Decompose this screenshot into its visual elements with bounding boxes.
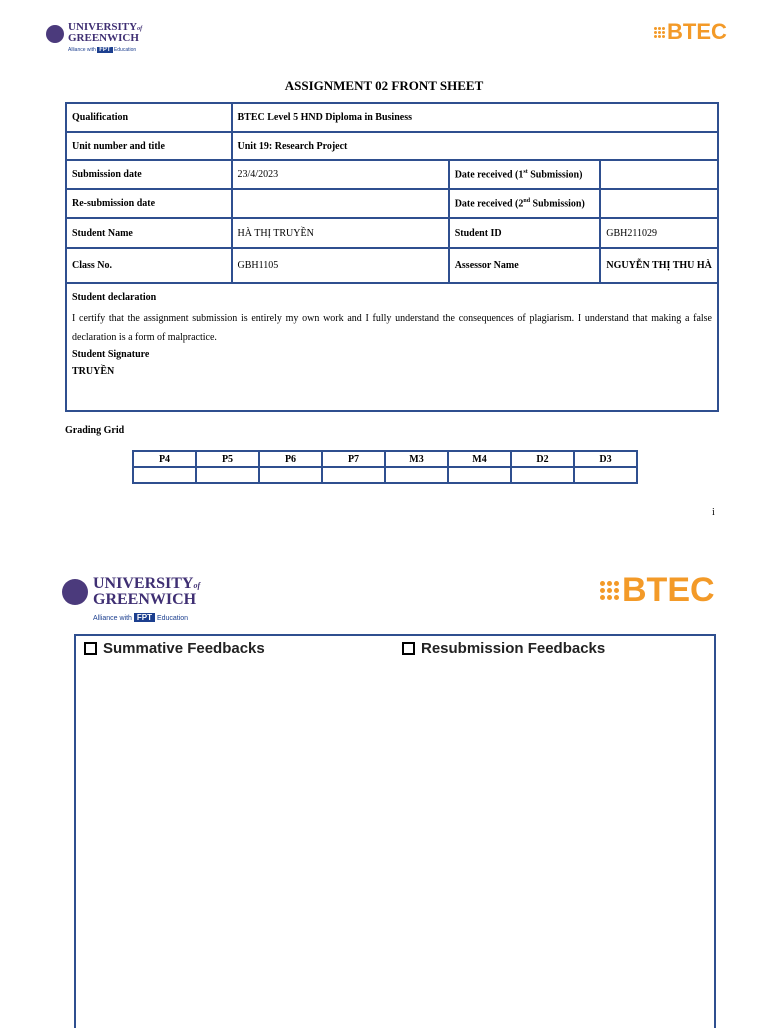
summative-feedbacks-header (84, 640, 265, 657)
student-signature: TRUYỀN (72, 366, 115, 377)
greenwich-word-page2: GREENWICH (93, 591, 197, 608)
btec-dots-icon (654, 27, 665, 38)
greenwich-seal-icon (46, 25, 64, 43)
assessor-name-value: NGUYỄN THỊ THU HÀ (600, 248, 718, 283)
btec-word: BTEC (667, 19, 727, 44)
grading-grid-table (132, 450, 638, 484)
class-row (66, 248, 718, 283)
grade-header-p5: P5 (196, 451, 259, 467)
front-sheet-table (65, 102, 719, 412)
alliance-text: Alliance with (68, 47, 96, 53)
qualification-value: BTEC Level 5 HND Diploma in Business (232, 103, 718, 132)
education-text: Education (113, 47, 137, 53)
summative-checkbox-icon[interactable] (84, 642, 97, 655)
page-number: i (712, 507, 715, 518)
class-no-value: GBH1105 (232, 248, 449, 283)
page-title: ASSIGNMENT 02 FRONT SHEET (284, 78, 484, 93)
grade-cell-d2 (511, 467, 574, 483)
university-word: UNIVERSITY (68, 21, 138, 33)
student-name-label: Student Name (66, 218, 232, 248)
grade-header-p4: P4 (133, 451, 196, 467)
greenwich-word: GREENWICH (68, 32, 139, 44)
qualification-row (66, 103, 718, 132)
resubmission-checkbox-icon[interactable] (402, 642, 415, 655)
signature-label: Student Signature (72, 349, 150, 360)
grade-header-m3: M3 (385, 451, 448, 467)
resubmission-date-label: Re-submission date (66, 189, 232, 218)
date-received-2-label: Date received (2nd Submission) (449, 189, 601, 218)
btec-word-page2: BTEC (622, 571, 715, 609)
resubmission-row (66, 189, 718, 218)
feedback-box (74, 634, 716, 1028)
date-received-1-label: Date received (1st Submission) (449, 160, 601, 189)
declaration-heading: Student declaration (72, 292, 157, 303)
date-received-2-value (600, 189, 718, 218)
grading-grid-label: Grading Grid (65, 425, 125, 436)
assessor-name-label: Assessor Name (449, 248, 601, 283)
submission-row (66, 160, 718, 189)
grade-header-m4: M4 (448, 451, 511, 467)
student-id-value: GBH211029 (600, 218, 718, 248)
btec-logo-page2 (600, 571, 715, 610)
grade-cell-p6 (259, 467, 322, 483)
grading-value-row (133, 467, 637, 483)
grade-cell-p7 (322, 467, 385, 483)
declaration-text: I certify that the assignment submission is entirely my own work and I fully understand the consequences of plagiarism. I understand that making a false declaration is a form of malpractice. (72, 313, 712, 343)
university-of-greenwich-logo-page2 (62, 576, 200, 622)
grade-cell-m3 (385, 467, 448, 483)
grading-header-row (133, 451, 637, 467)
student-row (66, 218, 718, 248)
resubmission-date-value (232, 189, 449, 218)
unit-row (66, 132, 718, 160)
resubmission-feedbacks-label: Resubmission Feedbacks (421, 640, 606, 657)
unit-label: Unit number and title (66, 132, 232, 160)
grade-header-p7: P7 (322, 451, 385, 467)
resubmission-feedbacks-header (402, 640, 605, 657)
education-text-page2: Education (156, 615, 189, 622)
grade-cell-m4 (448, 467, 511, 483)
grade-header-d2: D2 (511, 451, 574, 467)
qualification-label: Qualification (66, 103, 232, 132)
date-received-1-value (600, 160, 718, 189)
university-of-greenwich-logo (46, 22, 142, 53)
fpt-logo-page2: FPT (134, 613, 155, 622)
student-id-label: Student ID (449, 218, 601, 248)
fpt-logo: FPT (99, 47, 111, 53)
alliance-text-page2: Alliance with (93, 615, 132, 622)
declaration-row (66, 283, 718, 411)
university-of-word-page2: of (193, 581, 201, 590)
summative-feedbacks-label: Summative Feedbacks (103, 640, 265, 657)
submission-date-value: 23/4/2023 (232, 160, 449, 189)
unit-value: Unit 19: Research Project (232, 132, 718, 160)
grade-cell-p5 (196, 467, 259, 483)
grade-header-p6: P6 (259, 451, 322, 467)
class-no-label: Class No. (66, 248, 232, 283)
submission-date-label: Submission date (66, 160, 232, 189)
btec-dots-icon-page2 (600, 581, 619, 600)
greenwich-seal-icon-page2 (62, 579, 88, 605)
university-word-page2: UNIVERSITY (93, 575, 194, 592)
btec-logo (654, 19, 727, 45)
grade-cell-p4 (133, 467, 196, 483)
grade-header-d3: D3 (574, 451, 637, 467)
student-name-value: HÀ THỊ TRUYỀN (232, 218, 449, 248)
university-of-word: of (137, 26, 143, 32)
declaration-cell (66, 283, 718, 411)
grade-cell-d3 (574, 467, 637, 483)
